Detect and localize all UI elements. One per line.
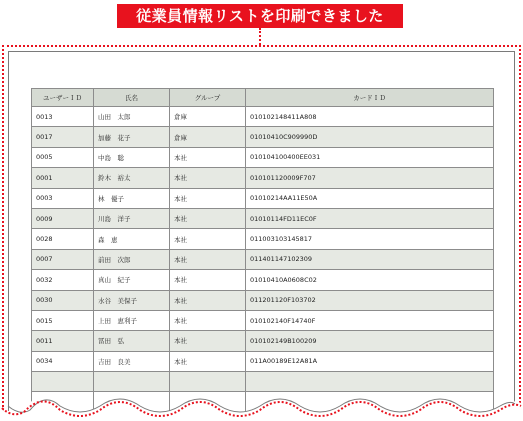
cell-user-id: 0011 <box>32 331 94 351</box>
cell-user-id: 0009 <box>32 208 94 228</box>
table-row <box>32 168 494 188</box>
table-row <box>32 290 494 310</box>
cell-name: 加藤 花子 <box>94 127 170 147</box>
cell-user-id: 0007 <box>32 249 94 269</box>
table-row <box>32 229 494 249</box>
cell-card-id: 011201120F103702 <box>246 290 494 310</box>
header-group: グループ <box>170 89 246 107</box>
cell-name: 山田 太郎 <box>94 107 170 127</box>
table-row <box>32 270 494 290</box>
table-row <box>32 188 494 208</box>
table-header-row <box>32 89 494 107</box>
cell-group: 倉庫 <box>170 107 246 127</box>
cell-card-id: 010102148411A808 <box>246 107 494 127</box>
cell-group: 本社 <box>170 249 246 269</box>
cell-group: 本社 <box>170 208 246 228</box>
table-row <box>32 310 494 330</box>
cell-card-id: 011003103145817 <box>246 229 494 249</box>
cell-name: 川島 洋子 <box>94 208 170 228</box>
torn-edge <box>0 388 523 421</box>
cell-card-id: 01010114FD11EC0F <box>246 208 494 228</box>
cell-name: 中島 聡 <box>94 147 170 167</box>
cell-name: 前田 次郎 <box>94 249 170 269</box>
cell-user-id: 0005 <box>32 147 94 167</box>
cell-name: 水谷 美保子 <box>94 290 170 310</box>
cell-name: 上田 恵利子 <box>94 310 170 330</box>
header-user-id: ユーザーＩＤ <box>32 89 94 107</box>
cell-group: 本社 <box>170 290 246 310</box>
table-row <box>32 107 494 127</box>
cell-card-id: 011A00189E12A81A <box>246 351 494 371</box>
cell-card-id: 010102140F14740F <box>246 310 494 330</box>
cell-card-id: 01010214AA11E50A <box>246 188 494 208</box>
print-complete-banner: 従業員情報リストを印刷できました <box>117 4 403 28</box>
table-row <box>32 331 494 351</box>
table-row <box>32 249 494 269</box>
cell-name: 冨田 弘 <box>94 331 170 351</box>
employee-table <box>31 88 494 413</box>
cell-card-id: 010102149B100209 <box>246 331 494 351</box>
cell-user-id: 0028 <box>32 229 94 249</box>
cell-name: 森 恵 <box>94 229 170 249</box>
cell-card-id: 011401147102309 <box>246 249 494 269</box>
cell-group: 本社 <box>170 168 246 188</box>
cell-group: 本社 <box>170 270 246 290</box>
table-row <box>32 351 494 371</box>
cell-card-id: 010104100400EE031 <box>246 147 494 167</box>
cell-name: 吉田 良美 <box>94 351 170 371</box>
cell-user-id: 0017 <box>32 127 94 147</box>
header-name: 氏名 <box>94 89 170 107</box>
banner-connector-line <box>259 28 261 45</box>
cell-card-id: 01010410C909990D <box>246 127 494 147</box>
table-row <box>32 127 494 147</box>
table-row <box>32 208 494 228</box>
cell-group: 本社 <box>170 147 246 167</box>
cell-card-id: 010101120009F707 <box>246 168 494 188</box>
header-card-id: カードＩＤ <box>246 89 494 107</box>
printed-page <box>8 51 515 411</box>
cell-user-id: 0003 <box>32 188 94 208</box>
cell-group: 本社 <box>170 351 246 371</box>
cell-user-id: 0013 <box>32 107 94 127</box>
cell-name: 林 優子 <box>94 188 170 208</box>
cell-user-id: 0001 <box>32 168 94 188</box>
cell-card-id: 01010410A0608C02 <box>246 270 494 290</box>
table-row <box>32 147 494 167</box>
cell-user-id: 0015 <box>32 310 94 330</box>
cell-user-id: 0032 <box>32 270 94 290</box>
cell-name: 鈴木 裕太 <box>94 168 170 188</box>
cell-user-id: 0034 <box>32 351 94 371</box>
cell-group: 本社 <box>170 188 246 208</box>
cell-user-id: 0030 <box>32 290 94 310</box>
cell-group: 本社 <box>170 229 246 249</box>
cell-group: 本社 <box>170 331 246 351</box>
cell-group: 本社 <box>170 310 246 330</box>
cell-group: 倉庫 <box>170 127 246 147</box>
cell-name: 真山 紀子 <box>94 270 170 290</box>
